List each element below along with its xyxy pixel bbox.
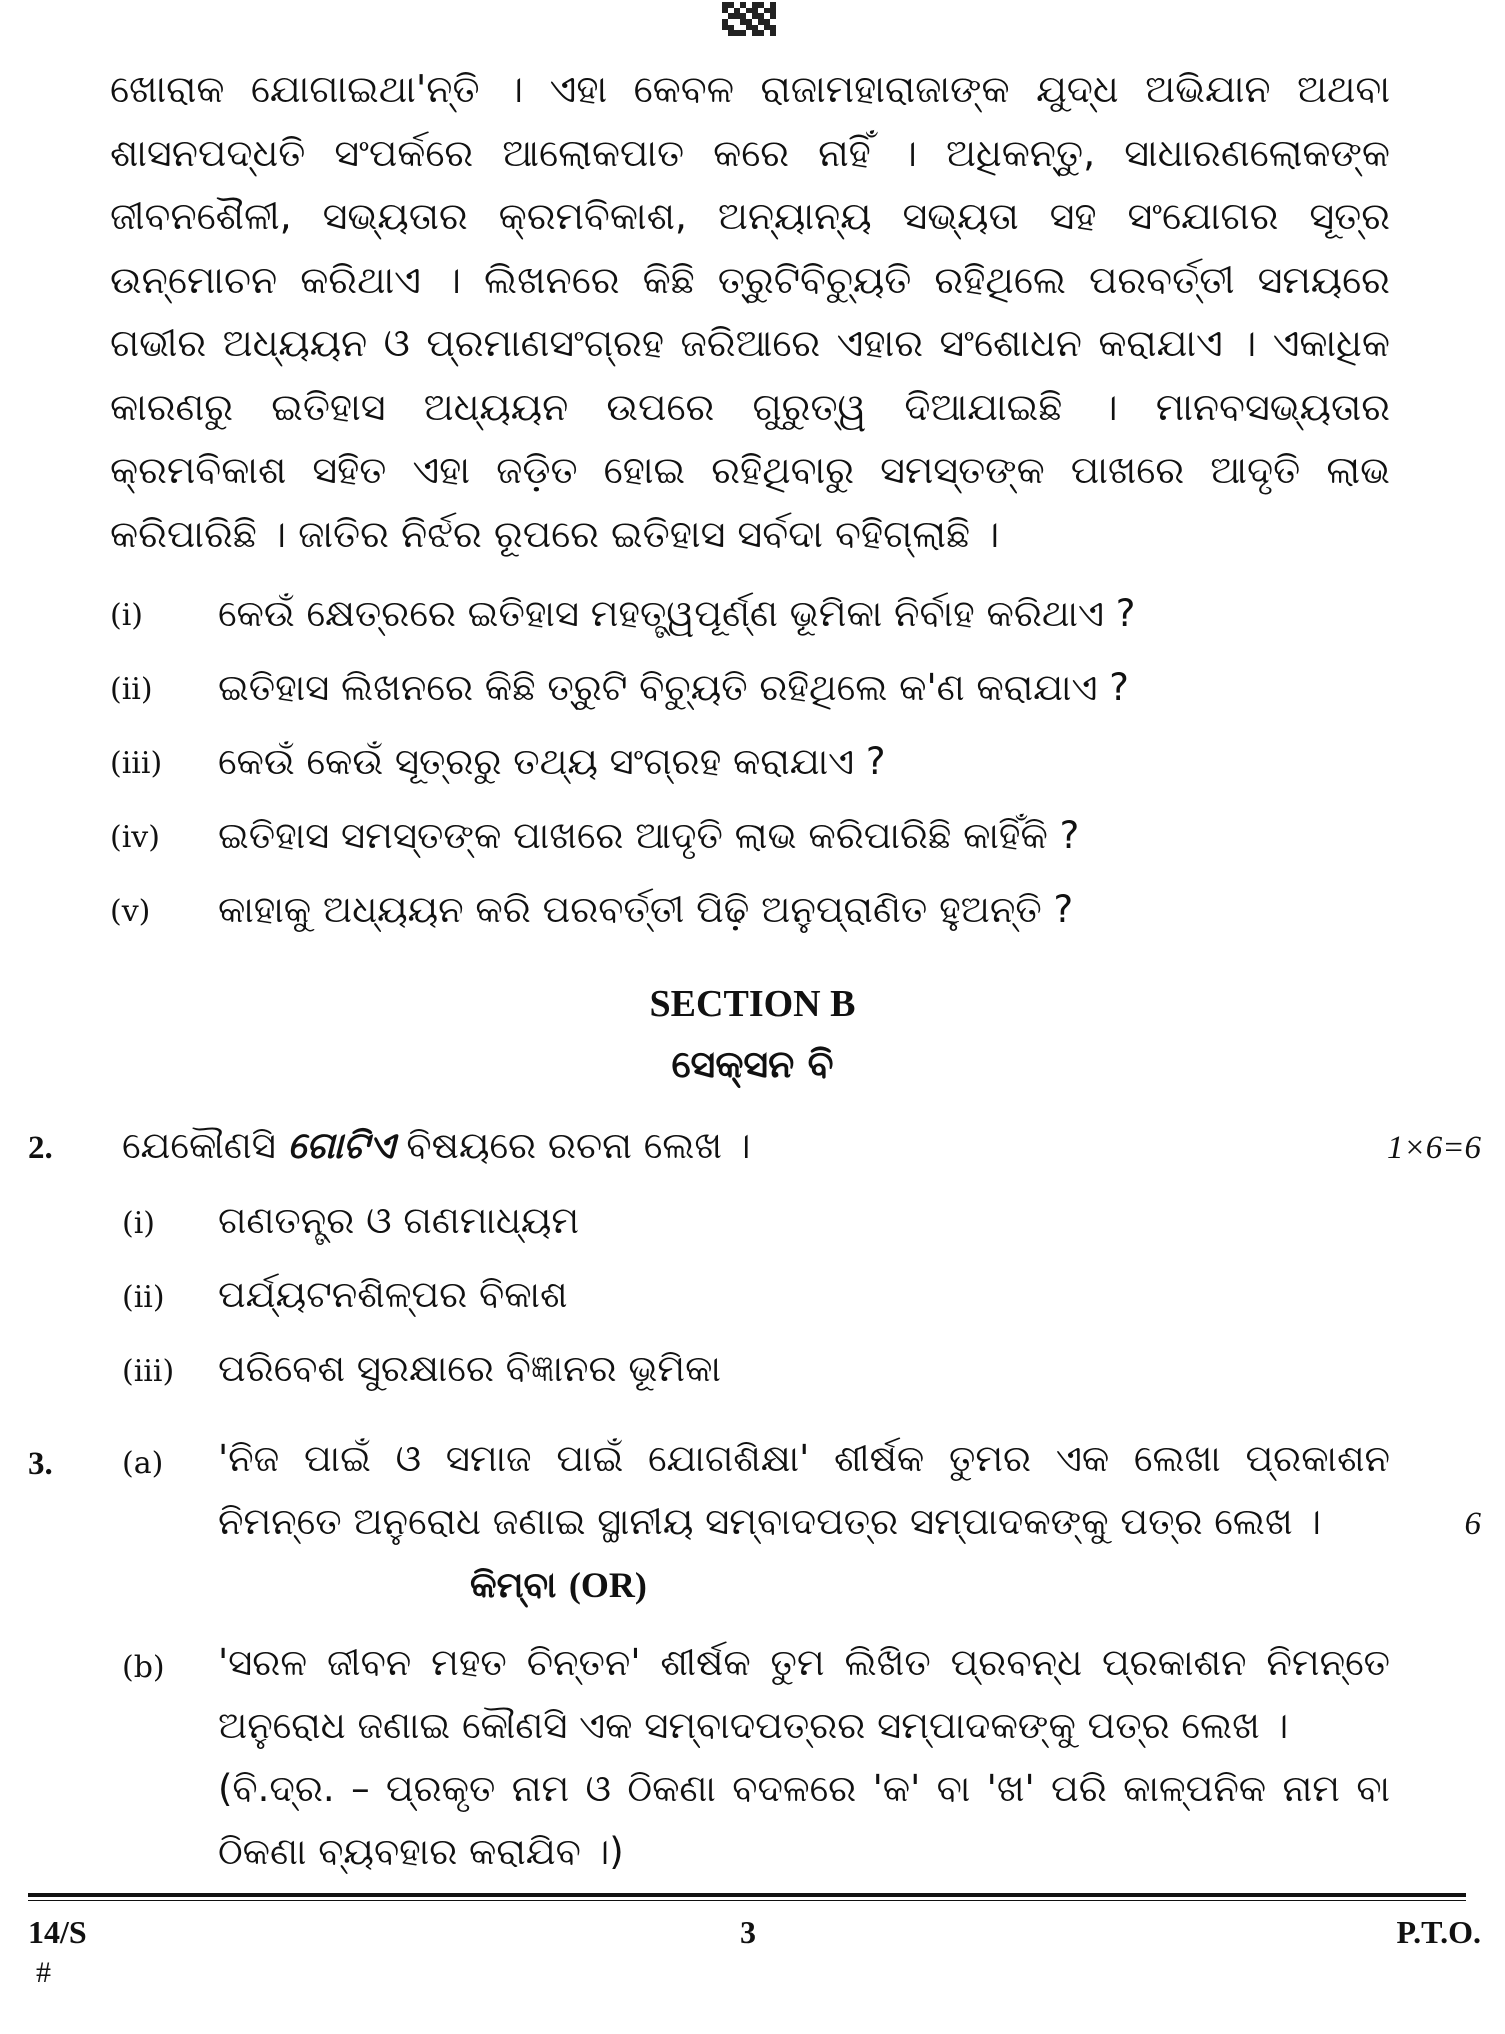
sub-question-text: କାହାକୁ ଅଧ୍ୟୟନ କରି ପରବର୍ତ୍ତୀ ପିଢ଼ି ଅନୁପ୍ରାଣିତ ହୁଅନ୍ତି ? <box>218 888 1074 931</box>
option-text: ପରିବେଶ ସୁରକ୍ଷାରେ ବିଜ୍ଞାନର ଭୂମିକା <box>218 1347 721 1390</box>
hash-mark: # <box>36 1956 51 1989</box>
question-number: 3. <box>28 1446 53 1482</box>
option-number: (iii) <box>122 1354 175 1389</box>
question-text-pre: ଯେକୌଣସି <box>122 1124 288 1167</box>
option-text: ପର୍ଯ୍ୟଟନଶିଳ୍ପର ବିକାଶ <box>218 1273 568 1316</box>
question-marks: 6 <box>1464 1506 1481 1542</box>
qr-code <box>722 2 776 36</box>
part-text-line: ଠିକଣା ବ୍ୟବହାର କରାଯିବ ।) <box>218 1830 624 1873</box>
section-title-odia: ସେକ୍ସନ ବି <box>671 1042 834 1086</box>
sub-question-text: କେଉଁ କ୍ଷେତ୍ରରେ ଇତିହାସ ମହତ୍ତ୍ୱପୂର୍ଣ୍ଣ ଭୂମିକା ନିର୍ବାହ କରିଥାଏ ? <box>218 592 1136 635</box>
sub-question-number: (iv) <box>110 820 160 855</box>
passage-line: ଗଭୀର ଅଧ୍ୟୟନ ଓ ପ୍ରମାଣସଂଗ୍ରହ ଜରିଆରେ ଏହାର ସଂଶୋଧନ କରାଯାଏ । ଏକାଧିକ <box>110 321 1390 365</box>
or-label <box>470 1564 647 1607</box>
passage <box>110 58 1390 566</box>
footer-rule <box>28 1893 1466 1897</box>
question-number: 2. <box>28 1130 53 1166</box>
passage-line: କାରଣରୁ ଇତିହାସ ଅଧ୍ୟୟନ ଉପରେ ଗୁରୁତ୍ୱ ଦିଆଯାଇଛି । ମାନବସଭ୍ୟତାର <box>110 384 1390 429</box>
question-text <box>122 1124 751 1168</box>
option-number: (ii) <box>122 1280 165 1315</box>
part-text-line: 'ନିଜ ପାଇଁ ଓ ସମାଜ ପାଇଁ ଯୋଗଶିକ୍ଷା' ଶୀର୍ଷକ ତୁମର ଏକ ଲେଖା ପ୍ରକାଶନ <box>218 1437 1390 1480</box>
part-label: (b) <box>122 1650 165 1685</box>
passage-line: ଶାସନପଦ୍ଧତି ସଂପର୍କରେ ଆଲୋକପାତ କରେ ନାହିଁ । ଅଧିକନ୍ତୁ, ସାଧାରଣଲୋକଙ୍କ <box>110 130 1390 175</box>
sub-question-number: (ii) <box>110 672 153 707</box>
sub-question-text: ଇତିହାସ ସମସ୍ତଙ୍କ ପାଖରେ ଆଦୃତି ଲାଭ କରିପାରିଛି କାହିଁକି ? <box>218 814 1080 857</box>
part-text-line: ନିମନ୍ତେ ଅନୁରୋଧ ଜଣାଇ ସ୍ଥାନୀୟ ସମ୍ବାଦପତ୍ର ସମ୍ପାଦକଙ୍କୁ ପତ୍ର ଲେଖ । <box>218 1500 1322 1543</box>
passage-line: କ୍ରମବିକାଶ ସହିତ ଏହା ଜଡ଼ିତ ହୋଇ ରହିଥିବାରୁ ସମସ୍ତଙ୍କ ପାଖରେ ଆଦୃତି ଲାଭ <box>110 448 1390 492</box>
question-marks: 1×6=6 <box>1386 1130 1481 1166</box>
part-text-line: (ବି.ଦ୍ର. – ପ୍ରକୃତ ନାମ ଓ ଠିକଣା ବଦଳରେ 'କ' ବା 'ଖ' ପରି କାଳ୍ପନିକ ନାମ ବା <box>218 1767 1390 1810</box>
sub-question-number: (iii) <box>110 746 163 781</box>
passage-line: କରିପାରିଛି । ଜାତିର ନିର୍ଝର ରୂପରେ ଇତିହାସ ସର୍ବଦା ବହିଗ୍ଲାଛି । <box>110 511 1000 556</box>
pto-label: P.T.O. <box>1396 1914 1481 1950</box>
section-title: SECTION B <box>649 983 856 1025</box>
footer-rule-thin <box>28 1900 1466 1901</box>
option-number: (i) <box>122 1206 156 1241</box>
part-text-line: ଅନୁରୋଧ ଜଣାଇ କୌଣସି ଏକ ସମ୍ବାଦପତ୍ରର ସମ୍ପାଦକଙ୍କୁ ପତ୍ର ଲେଖ । <box>218 1704 1289 1747</box>
or-label-odia: କିମ୍ବା <box>470 1565 557 1606</box>
paper-code: 14/S <box>28 1914 87 1950</box>
option-text: ଗଣତନ୍ତ୍ର ଓ ଗଣମାଧ୍ୟମ <box>218 1199 580 1242</box>
question-text-emphasis: ଗୋଟିଏ <box>287 1124 395 1167</box>
sub-question-number: (i) <box>110 598 144 633</box>
page-number: 3 <box>740 1914 756 1950</box>
sub-question-text: ଇତିହାସ ଲିଖନରେ କିଛି ତ୍ରୁଟି ବିଚ୍ୟୁତି ରହିଥିଲେ କ'ଣ କରାଯାଏ ? <box>218 666 1129 709</box>
sub-question-text: କେଉଁ କେଉଁ ସୂତ୍ରରୁ ତଥ୍ୟ ସଂଗ୍ରହ କରାଯାଏ ? <box>218 740 886 783</box>
passage-line: ଉନ୍ମୋଚନ କରିଥାଏ । ଲିଖନରେ କିଛି ତ୍ରୁଟିବିଚ୍ୟୁତି ରହିଥିଲେ ପରବର୍ତ୍ତୀ ସମୟରେ <box>110 257 1390 302</box>
or-label-english: (OR) <box>568 1565 647 1605</box>
passage-line: ଖୋରାକ ଯୋଗାଇଥା'ନ୍ତି । ଏହା କେବଳ ରାଜାମହାରାଜାଙ୍କ ଯୁଦ୍ଧ ଅଭିଯାନ ଅଥବା <box>110 67 1390 111</box>
part-label: (a) <box>122 1446 164 1481</box>
part-text-line: 'ସରଳ ଜୀବନ ମହତ ଚିନ୍ତନ' ଶୀର୍ଷକ ତୁମ ଲିଖିତ ପ୍ରବନ୍ଧ ପ୍ରକାଶନ ନିମନ୍ତେ <box>218 1641 1390 1684</box>
sub-question-number: (v) <box>110 894 151 929</box>
question-text-post: ବିଷୟରେ ରଚନା ଲେଖ । <box>394 1124 751 1167</box>
passage-line: ଜୀବନଶୈଳୀ, ସଭ୍ୟତାର କ୍ରମବିକାଶ, ଅନ୍ୟାନ୍ୟ ସଭ୍ୟତା ସହ ସଂଯୋଗର ସୂତ୍ର <box>110 194 1390 238</box>
